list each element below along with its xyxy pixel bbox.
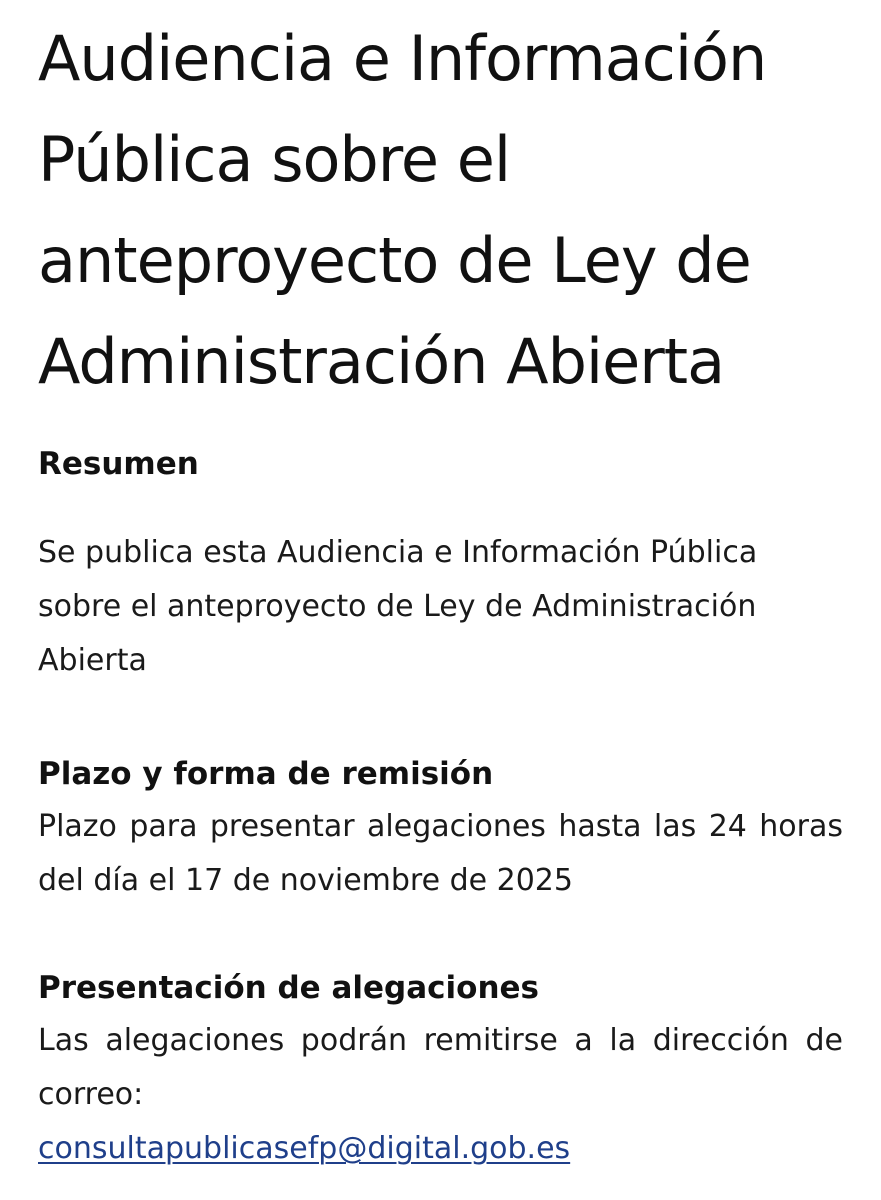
presentacion-heading: Presentación de alegaciones xyxy=(38,970,540,1006)
plazo-text: Plazo para presentar alegaciones hasta las 24 horas del día el 17 de noviembre de 2025 xyxy=(38,809,843,898)
page-title: Audiencia e Información Pública sobre el anteproyecto de Ley de Administración Abierta xyxy=(38,22,767,398)
plazo-section xyxy=(38,748,843,908)
resumen-text: Se publica esta Audiencia e Información Pública sobre el anteproyecto de Ley de Administración Abierta xyxy=(38,535,758,678)
resumen-section xyxy=(38,438,843,688)
presentacion-section xyxy=(38,962,843,1176)
email-link[interactable]: consultapublicasefp@digital.gob.es xyxy=(38,1131,571,1166)
plazo-heading: Plazo y forma de remisión xyxy=(38,756,494,792)
presentacion-text: Las alegaciones podrán remitirse a la dirección de correo: xyxy=(38,1023,843,1112)
resumen-heading: Resumen xyxy=(38,446,199,482)
